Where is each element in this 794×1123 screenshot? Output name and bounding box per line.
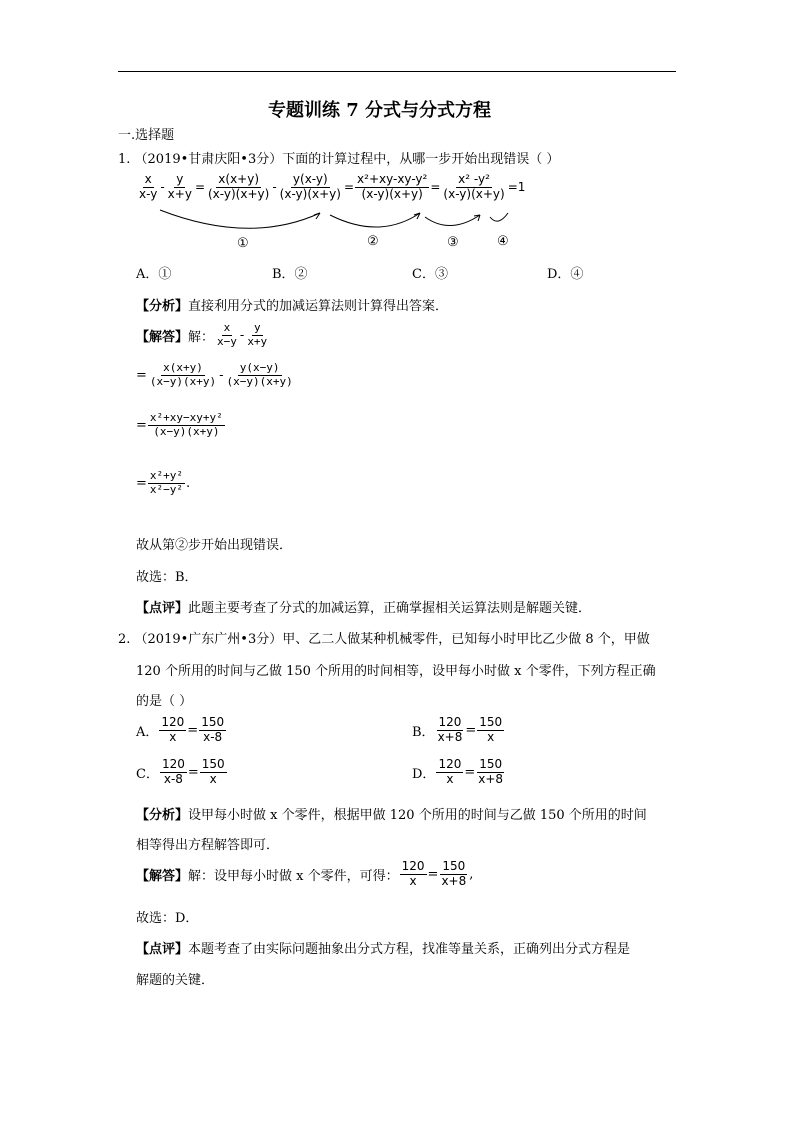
q1-option-a: A．① xyxy=(136,267,172,282)
chain-op: = xyxy=(343,180,355,195)
q1-comment: 【点评】此题主要考查了分式的加减运算，正确掌握相关运算法则是解题关键． xyxy=(136,601,592,616)
chain-op: = xyxy=(430,180,441,195)
step-label-4: ④ xyxy=(497,234,509,249)
q1-solution-step-2: = $\frac{x(x+y)}{(x-y)(x+y)}$ - $\frac{y(x-y)}{(x-y)(x+y)}$ xyxy=(136,361,293,388)
step-arrows xyxy=(130,205,530,250)
q2-line-3: 的是（ ） xyxy=(136,694,193,709)
q1-choice: 故选：B． xyxy=(136,570,198,585)
step-label-1: ① xyxy=(237,236,249,251)
q2-analysis-2: 相等得出方程解答即可． xyxy=(136,838,280,853)
q1-solution-step-1: 【解答】 解： $\frac{x}{x-y}$ - $\frac{y}{x+y}$ xyxy=(136,321,268,348)
q2-option-d: D． $\frac{120}{x}$ = $\frac{150}{x+8}$ xyxy=(412,757,504,786)
q2-comment-1: 【点评】本题考查了由实际问题抽象出分式方程，找准等量关系，正确列出分式方程是 xyxy=(136,942,631,957)
chain-fraction-4: $\frac{y(x-y)}{(x-y)(x+y)}$ xyxy=(279,172,341,201)
q1-option-b: B．② xyxy=(272,267,308,282)
q2-analysis-1: 【分析】设甲每小时做 x 个零件，根据甲做 120 个所用的时间与乙做 150 个所用的时间 xyxy=(136,808,647,823)
q2-line-1: 2. （2019•广东广州•3分）甲、乙二人做某种机械零件，已知每小时甲比乙少做 8 个，甲做 xyxy=(118,632,650,647)
document-title: 专题训练 7 分式与分式方程 xyxy=(268,100,492,121)
arrow-step-2 xyxy=(330,213,420,227)
q1-option-c: C．③ xyxy=(412,267,448,282)
arrow-step-1 xyxy=(160,210,320,228)
arrow-step-3 xyxy=(425,215,480,226)
q1-option-d: D．④ xyxy=(547,267,584,282)
section-heading: 一.选择题 xyxy=(118,128,175,143)
chain-op: - xyxy=(160,180,165,195)
q1-header: 1. （2019•甘肃庆阳•3分）下面的计算过程中，从哪一步开始出现错误（ ） xyxy=(118,152,560,167)
chain-fraction-3: $\frac{x(x+y)}{(x-y)(x+y)}$ xyxy=(208,172,270,201)
chain-fraction-2: $\frac{y}{x+y}$ xyxy=(167,172,192,201)
q1-computation-chain xyxy=(136,173,525,202)
arrow-step-4 xyxy=(490,213,508,221)
chain-fraction-1: $\frac{x}{x-y}$ xyxy=(139,172,158,201)
q2-option-a: A． $\frac{120}{x}$ = $\frac{150}{x-8}$ xyxy=(136,715,225,744)
chain-fraction-5: $\frac{\text{x²+xy-xy-y²}}{(x-y)(x+y)}$ xyxy=(357,172,428,201)
q2-option-b: B． $\frac{120}{x+8}$ = $\frac{150}{x}$ xyxy=(412,715,503,744)
header-rule xyxy=(118,71,676,72)
q2-option-c: C． $\frac{120}{x-8}$ = $\frac{150}{x}$ xyxy=(136,757,225,786)
q1-solution-step-4: = $\frac{\text{x²+y²}}{\text{x²−y²}}$ . xyxy=(136,469,191,496)
step-label-3: ③ xyxy=(447,235,459,250)
q1-analysis: 【分析】直接利用分式的加减运算法则计算得出答案． xyxy=(136,299,449,314)
step-label-2: ② xyxy=(367,234,379,249)
chain-op: = xyxy=(194,180,205,195)
q2-line-2: 120 个所用的时间与乙做 150 个所用的时间相等，设甲每小时做 x 个零件，下列方程正确 xyxy=(136,664,656,679)
q1-conclusion: 故从第②步开始出现错误． xyxy=(136,538,293,553)
q2-comment-2: 解题的关键． xyxy=(136,973,215,988)
q1-solution-step-3: = $\frac{\text{x²+xy−xy+y²}}{(x-y)(x+y)}$ xyxy=(136,411,223,438)
chain-op: - xyxy=(272,180,277,195)
q2-choice: 故选：D． xyxy=(136,911,199,926)
q2-answer: 【解答】 解：设甲每小时做 x 个零件，可得： $\frac{120}{x}$ = $\frac{150}{x+8}$ , xyxy=(136,859,474,888)
chain-fraction-6: $\frac{\text{x² -y²}}{(x-y)(x+y)}$ xyxy=(443,172,505,201)
chain-result: =1 xyxy=(507,180,526,195)
